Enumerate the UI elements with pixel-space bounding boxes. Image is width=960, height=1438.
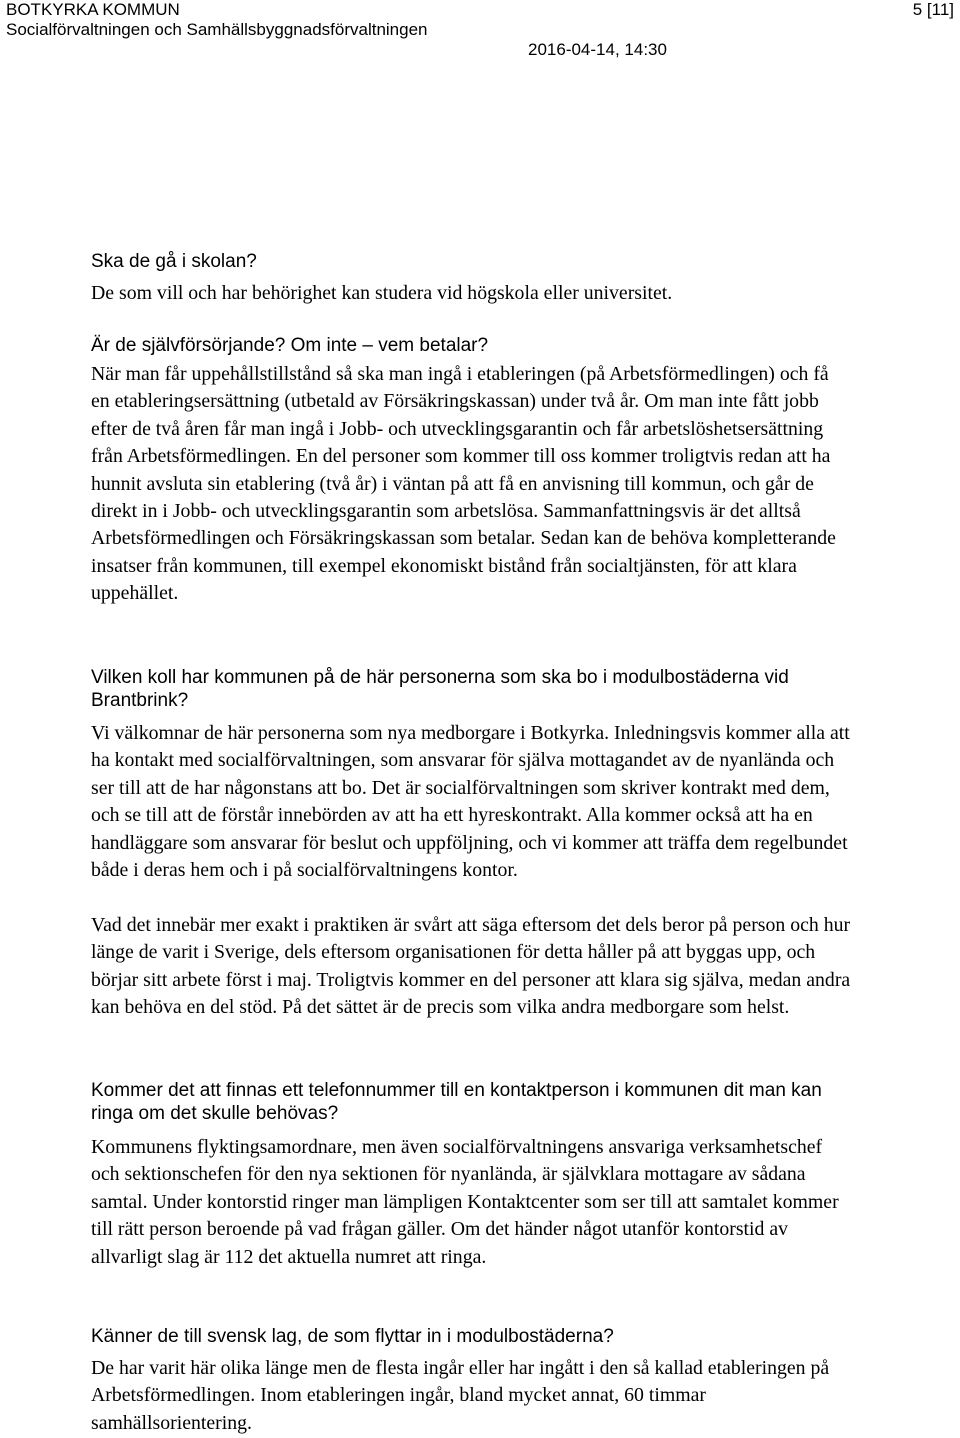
question-school: Ska de gå i skolan?	[91, 251, 257, 272]
answer-municipality-oversight-2: Vad det innebär mer exakt i praktiken är svårt att säga eftersom det dels beror på person och hur länge de varit i Sverige, dels eftersom organisationen för detta håller på att byggas upp, och börjar sitt arbete först i maj. Troligtvis kommer en del personer att klara sig själva, medan andra kan behöva en del stöd. På det sättet är de precis som vilka andra medborgare som helst.	[91, 914, 851, 1019]
answer-swedish-law: De har varit här olika länge men de flesta ingår eller har ingått i den så kallad etableringen på Arbetsförmedlingen. Inom etableringen ingår, bland mycket annat, 60 timmar samhällsorientering.	[91, 1357, 830, 1434]
answer-municipality-oversight-1: Vi välkomnar de här personerna som nya medborgare i Botkyrka. Inledningsvis kommer alla att ha kontakt med socialförvaltningen, som ansvarar för själva mottagandet av de nyanlända och ser till att de har någonstans att bo. Det är socialförvaltningen som skriver kontrakt med dem, och se till att de förstår innebörden av att ha ett hyreskontrakt. Alla kommer också att ha en handläggare som ansvarar för beslut och uppföljning, och vi kommer att träffa dem regelbundet både i deras hem och i på socialförvaltningens kontor.	[91, 722, 850, 882]
answer-school: De som vill och har behörighet kan studera vid högskola eller universitet.	[91, 282, 673, 304]
question-self-sufficient: Är de självförsörjande? Om inte – vem betalar?	[91, 335, 489, 356]
document-date: 2016-04-14, 14:30	[528, 40, 667, 59]
department-name: Socialförvaltningen och Samhällsbyggnadsförvaltningen	[6, 20, 428, 39]
question-swedish-law: Känner de till svensk lag, de som flyttar in i modulbostäderna?	[91, 1326, 614, 1347]
organization-name: BOTKYRKA KOMMUN	[6, 0, 180, 19]
answer-self-sufficient: När man får uppehållstillstånd så ska man ingå i etableringen (på Arbetsförmedlingen) och få en etableringsersättning (utbetald av Försäkringskassan) under två år. Om man inte fått jobb efter de två åren får man ingå i Jobb- och utvecklingsgarantin och får arbetslöshetsersättning från Arbetsförmedlingen. En del personer som kommer till oss kommer troligtvis redan att ha hunnit avsluta sin etablering (två år) i väntan på att få en anvisning till kommun, och går de direkt in i Jobb- och utvecklingsgarantin som arbetslösa. Sammanfattningsvis är det alltså Arbetsförmedlingen och Försäkringskassan som betalar. Sedan kan de behöva kompletterande insatser från kommunen, till exempel ekonomiskt bistånd från socialtjänsten, för att klara uppehället.	[91, 363, 836, 605]
question-municipality-oversight: Vilken koll har kommunen på de här personerna som ska bo i modulbostäderna vid Brantbrink?	[91, 667, 789, 711]
page-number: 5 [11]	[912, 0, 954, 19]
answer-contact-phone: Kommunens flyktingsamordnare, men även socialförvaltningens ansvariga verksamhetschef och sektionschefen för den nya sektionen för nyanlända, är självklara mottagare av sådana samtal. Under kontorstid ringer man lämpligen Kontaktcenter som ser till att samtalet kommer till rätt person beroende på vad frågan gäller. Om det händer något utanför kontorstid av allvarligt slag är 112 det aktuella numret att ringa.	[91, 1136, 839, 1268]
question-contact-phone: Kommer det att finnas ett telefonnummer till en kontaktperson i kommunen dit man kan ringa om det skulle behövas?	[91, 1080, 822, 1124]
